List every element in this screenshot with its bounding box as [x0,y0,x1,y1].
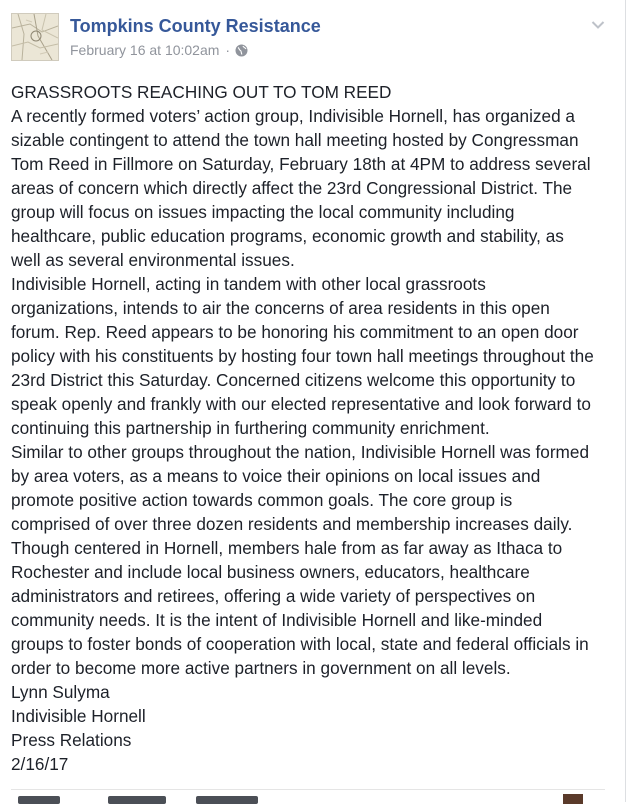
post-divider [11,789,605,790]
post-meta [70,42,248,58]
post-text-line: promote positive action towards common goals. The core group is [11,490,513,510]
meta-separator: · [225,42,231,58]
post-text-line: A recently formed voters’ action group, Indivisible Hornell, has organized a [11,106,575,126]
post-text-line: group will focus on issues impacting the local community including [11,202,515,222]
post-text-line: sizable contingent to attend the town hall meeting hosted by Congressman [11,130,579,150]
map-thumbnail-icon [12,14,58,60]
post-text-line: 23rd District this Saturday. Concerned citizens welcome this opportunity to [11,370,576,390]
chevron-down-icon[interactable] [591,17,605,27]
post-text-line: Indivisible Hornell [11,706,146,726]
post-text-line: by area voters, as a means to voice their opinions on local issues and [11,466,541,486]
page-name-link[interactable]: Tompkins County Resistance [70,16,321,36]
post-text-line: Lynn Sulyma [11,682,110,702]
post-text-line: healthcare, public education programs, economic growth and stability, as [11,226,564,246]
post-text-line: Rochester and include local business owners, educators, healthcare [11,562,530,582]
post-text-line: order to become more active partners in government on all levels. [11,658,511,678]
comment-action-peek[interactable] [108,796,166,804]
post-text-line: policy with his constituents by hosting four town hall meetings throughout the [11,346,594,366]
page-avatar[interactable] [11,13,59,61]
post-text-line: Though centered in Hornell, members hale from as far away as Ithaca to [11,538,563,558]
post-text-line: community needs. It is the intent of Indivisible Hornell and like-minded [11,610,543,630]
post-text-line: organizations, intends to air the concerns of area residents in this open [11,298,550,318]
post-text-line: GRASSROOTS REACHING OUT TO TOM REED [11,82,392,102]
post-text-line: speak openly and frankly with our elected representative and look forward to [11,394,591,414]
post-text-line: administrators and retirees, offering a wide variety of perspectives on [11,586,536,606]
like-action-peek[interactable] [18,796,60,804]
post-text-line: Tom Reed in Fillmore on Saturday, February 18th at 4PM to address several [11,154,591,174]
globe-icon[interactable] [235,44,248,57]
viewer-avatar[interactable] [563,794,583,804]
post-text-line: comprised of over three dozen residents and membership increases daily. [11,514,573,534]
post-text-line: Press Relations [11,730,132,750]
post-text-line: continuing this partnership in furthering community enrichment. [11,418,490,438]
post-text-line: groups to foster bonds of cooperation with local, state and federal officials in [11,634,589,654]
share-action-peek[interactable] [196,796,258,804]
post-text-line: areas of concern which directly affect the 23rd Congressional District. The [11,178,573,198]
post-text-line: Similar to other groups throughout the nation, Indivisible Hornell was formed [11,442,589,462]
post-timestamp[interactable]: February 16 at 10:02am [70,42,220,58]
post-text-line: well as several environmental issues. [11,250,295,270]
post-body [11,80,611,776]
post-text-line: 2/16/17 [11,754,69,774]
post-text-line: Indivisible Hornell, acting in tandem with other local grassroots [11,274,486,294]
post-text-line: forum. Rep. Reed appears to be honoring his commitment to an open door [11,322,579,342]
